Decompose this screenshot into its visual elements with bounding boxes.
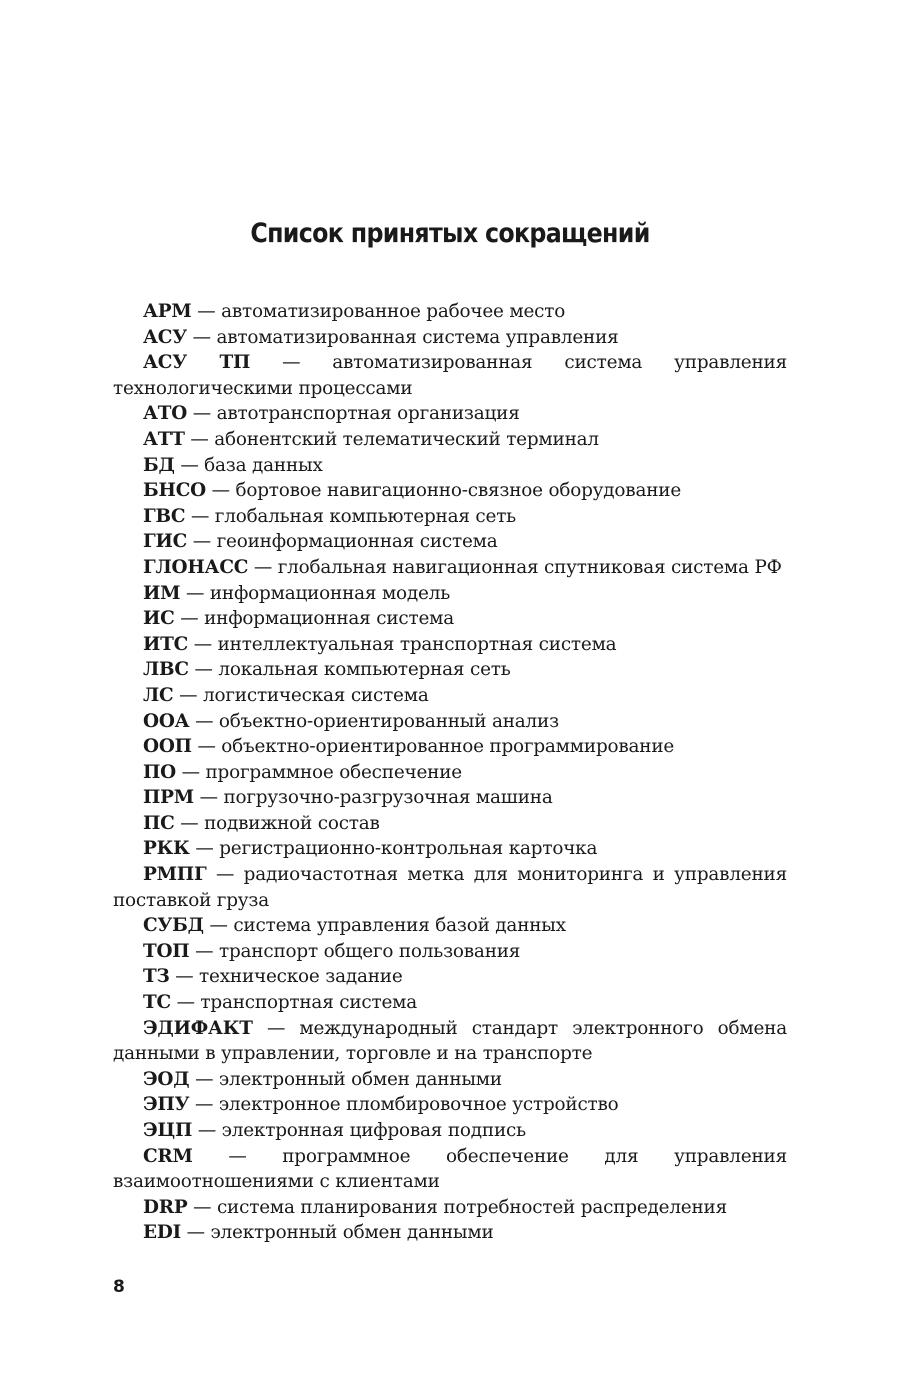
abbreviation-entry	[113, 529, 787, 555]
abbreviation-definition: — автоматизированная система управления технологическими процессами	[113, 352, 788, 399]
abbreviation-definition: — электронная цифровая подпись	[197, 1120, 526, 1141]
abbreviation-term: АРМ	[143, 301, 192, 322]
abbreviation-entry	[113, 350, 787, 401]
page-number: 8	[113, 1277, 125, 1297]
abbreviation-definition: — глобальная навигационная спутниковая система РФ	[253, 556, 782, 578]
abbreviation-definition: — система управления базой данных	[209, 915, 566, 937]
abbreviation-term: ИС	[143, 608, 175, 630]
abbreviation-definition: — погрузочно-разгрузочная машина	[199, 787, 553, 809]
abbreviation-entry	[113, 734, 787, 760]
abbreviation-definition: — техническое задание	[175, 966, 403, 988]
abbreviation-definition: — транспортная система	[176, 992, 418, 1014]
abbreviation-definition: — электронный обмен данными	[186, 1222, 494, 1244]
abbreviation-definition: — программное обеспечение	[181, 761, 462, 783]
abbreviation-definition: — интеллектуальная транспортная система	[193, 633, 617, 655]
abbreviation-definition: — международный стандарт электронного обмена данными в управлении, торговле и на транспорте	[113, 1017, 787, 1065]
abbreviation-term: СУБД	[143, 915, 204, 937]
abbreviation-entry	[113, 811, 787, 837]
abbreviation-entry	[113, 939, 787, 965]
abbreviation-definition: — информационная система	[180, 608, 455, 630]
abbreviation-definition: — программное обеспечение для управления взаимоотношениями с клиентами	[113, 1145, 787, 1193]
abbreviation-term: РМПГ	[143, 864, 207, 886]
abbreviation-definition: — электронное пломбировочное устройство	[194, 1094, 619, 1116]
abbreviation-term: DRP	[143, 1196, 188, 1218]
abbreviation-definition: — геоинформационная система	[192, 531, 498, 553]
abbreviation-term: ЛС	[143, 684, 174, 706]
abbreviation-entry	[113, 299, 787, 325]
abbreviation-term: ПС	[143, 812, 175, 834]
abbreviation-definition: — радиочастотная метка для мониторинга и управления поставкой груза	[113, 864, 787, 911]
abbreviation-entry	[113, 427, 787, 453]
abbreviation-term: ЭОД	[143, 1068, 190, 1090]
abbreviation-definition: — база данных	[180, 454, 323, 476]
abbreviation-entry	[113, 1118, 787, 1144]
abbreviation-definition: — информационная модель	[186, 582, 451, 604]
abbreviation-definition: — бортовое навигационно-связное оборудование	[211, 480, 682, 502]
abbreviation-term: EDI	[143, 1222, 181, 1244]
abbreviation-term: АТО	[143, 403, 188, 425]
abbreviation-entry	[113, 581, 787, 607]
abbreviation-entry	[113, 325, 787, 351]
abbreviation-entry	[113, 657, 787, 683]
abbreviation-term: АСУ	[143, 326, 187, 348]
abbreviation-entry	[113, 606, 787, 632]
abbreviation-definition: — подвижной состав	[180, 812, 380, 834]
abbreviation-entry	[113, 785, 787, 811]
abbreviation-term: БД	[143, 454, 175, 476]
abbreviation-entry	[113, 683, 787, 709]
abbreviation-definition: — регистрационно-контрольная карточка	[195, 838, 598, 860]
abbreviation-term: ООА	[143, 710, 190, 732]
abbreviation-term: ТОП	[143, 940, 190, 962]
abbreviation-definition: — автотранспортная организация	[192, 403, 520, 425]
abbreviation-term: АСУ ТП	[143, 352, 251, 374]
abbreviation-term: ЛВС	[143, 659, 189, 681]
abbreviation-list	[113, 299, 787, 1246]
abbreviation-definition: — автоматизированная система управления	[192, 326, 619, 348]
abbreviation-term: ИМ	[143, 582, 181, 604]
abbreviation-term: ЭПУ	[143, 1094, 190, 1116]
abbreviation-entry	[113, 1195, 787, 1221]
abbreviation-definition: — транспорт общего пользования	[195, 940, 521, 962]
abbreviation-definition: — локальная компьютерная сеть	[194, 659, 511, 681]
abbreviation-entry	[113, 504, 787, 530]
abbreviation-entry	[113, 964, 787, 990]
abbreviation-definition: — электронный обмен данными	[195, 1068, 502, 1090]
abbreviation-entry	[113, 478, 787, 504]
abbreviation-term: ГЛОНАСС	[143, 556, 249, 578]
abbreviation-term: БНСО	[143, 480, 206, 502]
abbreviation-entry	[113, 1092, 787, 1118]
abbreviation-term: ГИС	[143, 531, 188, 553]
abbreviation-definition: — объектно-ориентированный анализ	[195, 710, 559, 732]
abbreviation-term: АТТ	[143, 428, 185, 450]
abbreviation-entry	[113, 913, 787, 939]
abbreviation-entry	[113, 1067, 787, 1093]
abbreviation-term: ТЗ	[143, 966, 170, 988]
abbreviation-entry	[113, 555, 787, 581]
abbreviation-entry	[113, 709, 787, 735]
abbreviation-definition: — логистическая система	[179, 684, 429, 706]
abbreviation-entry	[113, 862, 787, 913]
abbreviation-term: ЭЦП	[143, 1120, 193, 1141]
abbreviation-term: ПРМ	[143, 787, 194, 809]
abbreviation-entry	[113, 632, 787, 658]
abbreviation-term: CRM	[143, 1145, 193, 1167]
abbreviation-entry	[113, 760, 787, 786]
abbreviation-entry	[113, 990, 787, 1016]
abbreviation-term: РКК	[143, 838, 190, 860]
abbreviation-definition: — глобальная компьютерная сеть	[190, 505, 516, 527]
abbreviation-term: ПО	[143, 761, 176, 783]
page-title: Список принятых сокращений	[250, 218, 650, 249]
abbreviation-term: ЭДИФАКТ	[143, 1017, 253, 1039]
abbreviation-term: ООП	[143, 736, 192, 758]
abbreviation-entry	[113, 836, 787, 862]
abbreviation-term: ИТС	[143, 633, 189, 655]
abbreviation-term: ТС	[143, 992, 171, 1014]
abbreviation-entry	[113, 453, 787, 479]
abbreviation-entry	[113, 401, 787, 427]
abbreviation-entry	[113, 1144, 787, 1195]
abbreviation-entry	[113, 1220, 787, 1246]
abbreviation-definition: — объектно-ориентированное программирование	[197, 736, 675, 758]
abbreviation-definition: — автоматизированное рабочее место	[197, 301, 566, 322]
abbreviation-entry	[113, 1016, 787, 1067]
abbreviation-term: ГВС	[143, 505, 186, 527]
abbreviation-definition: — система планирования потребностей распределения	[193, 1196, 727, 1218]
abbreviation-definition: — абонентский телематический терминал	[190, 428, 599, 450]
